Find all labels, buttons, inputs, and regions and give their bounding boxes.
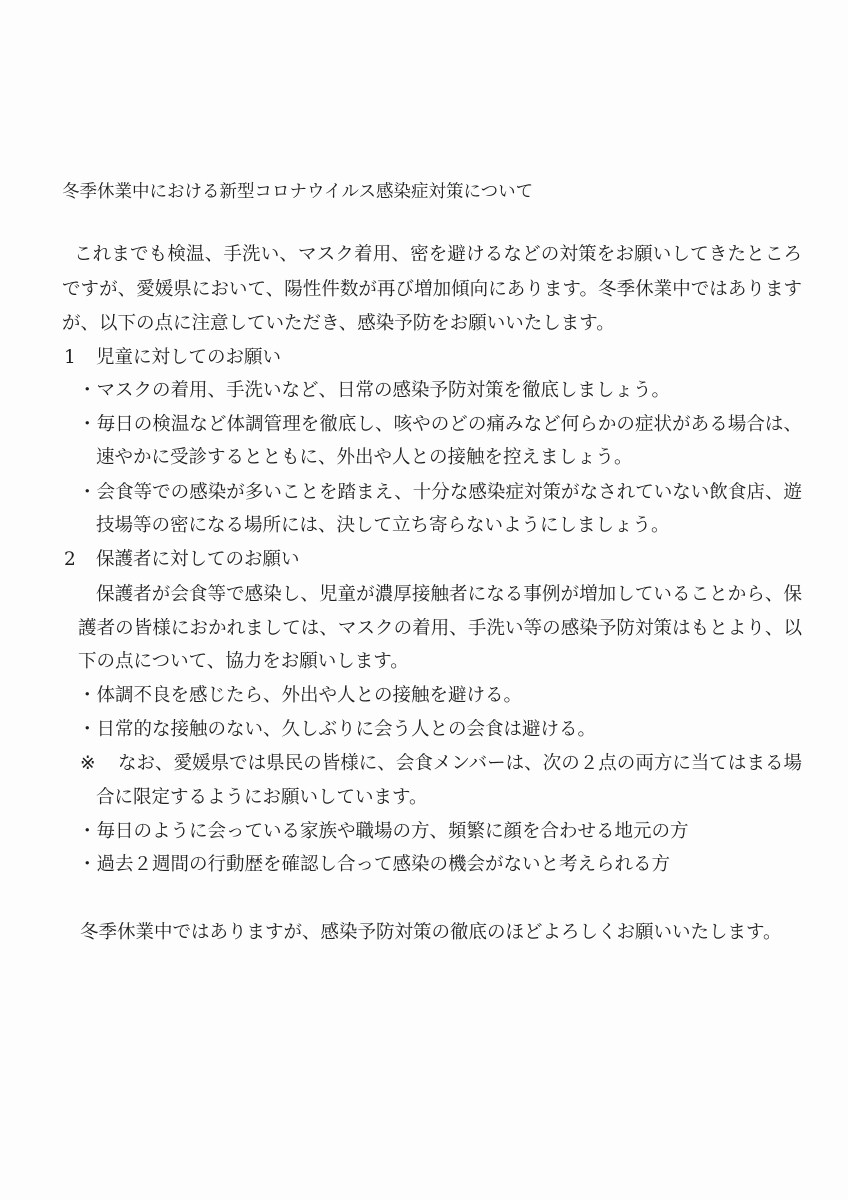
section1-bullet-1: ・マスクの着用、手洗いなど、日常の感染予防対策を徹底しましょう。: [78, 380, 671, 401]
note-line-1: なお、愛媛県では県民の皆様に、会食メンバーは、次の２点の両方に当てはまる場: [118, 753, 802, 774]
note-line-2: 合に限定するようにお願いしています。: [96, 787, 428, 808]
section2-bullet-2: ・日常的な接触のない、久しぶりに会う人との会食は避ける。: [78, 719, 597, 740]
section2-paragraph-3: 下の点について、協力をお願いします。: [78, 651, 409, 672]
section2-heading: 保護者に対してのお願い: [96, 549, 300, 570]
intro-line-3: が、以下の点に注意していただき、感染予防をお願いいたします。: [62, 313, 615, 334]
section2-paragraph-1: 保護者が会食等で感染し、児童が濃厚接触者になる事例が増加していることから、保: [96, 584, 802, 605]
section2-number: 2: [64, 549, 76, 570]
section2-bullet-1: ・体調不良を感じたら、外出や人との接触を避ける。: [78, 685, 523, 706]
section1-heading: 児童に対してのお願い: [96, 347, 282, 368]
section2-paragraph-2: 護者の皆様におかれましては、マスクの着用、手洗い等の感染予防対策はもとより、以: [78, 618, 802, 639]
note-mark: ※: [80, 753, 96, 774]
section1-number: 1: [64, 347, 76, 368]
section1-bullet-3: ・会食等での感染が多いことを踏まえ、十分な感染症対策がなされていない飲食店、遊: [78, 482, 802, 503]
note-bullet-2: ・過去２週間の行動歴を確認し合って感染の機会がないと考えられる方: [78, 854, 671, 875]
section1-bullet-2-cont: 速やかに受診するとともに、外出や人との接触を控えましょう。: [96, 447, 633, 468]
section1-bullet-2: ・毎日の検温など体調管理を徹底し、咳やのどの痛みなど何らかの症状がある場合は、: [78, 414, 802, 435]
note-bullet-1: ・毎日のように会っている家族や職場の方、頻繁に顔を合わせる地元の方: [78, 821, 689, 842]
section1-bullet-3-cont: 技場等の密になる場所には、決して立ち寄らないようにしましょう。: [96, 515, 670, 536]
intro-line-1: これまでも検温、手洗い、マスク着用、密を避けるなどの対策をお願いしてきたところ: [74, 244, 802, 265]
page-title: 冬季休業中における新型コロナウイルス感染症対策について: [62, 182, 534, 202]
intro-line-2: ですが、愛媛県において、陽性件数が再び増加傾向にあります。冬季休業中ではあります: [62, 279, 802, 300]
closing-text: 冬季休業中ではありますが、感染予防対策の徹底のほどよろしくお願いいたします。: [80, 922, 782, 943]
